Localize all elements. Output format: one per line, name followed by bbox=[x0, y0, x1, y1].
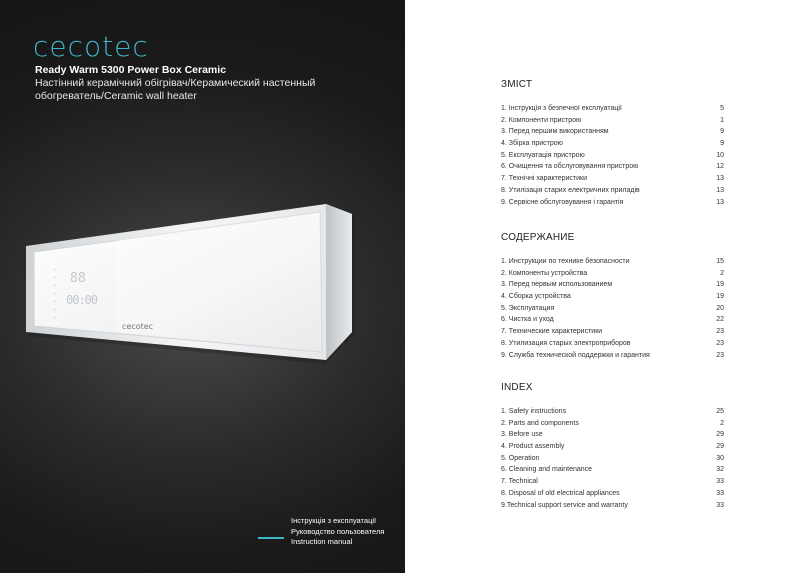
toc-entry-label: 9.Technical support service and warranty bbox=[501, 501, 628, 509]
toc-entry-page: 10 bbox=[716, 151, 724, 159]
toc-entry-label: 8. Disposal of old electrical appliances bbox=[501, 489, 620, 497]
toc-entry-page: 1 bbox=[720, 116, 724, 124]
heater-display-clock: 00:00 bbox=[66, 293, 98, 307]
manual-label-ru: Руководство пользователя bbox=[291, 526, 385, 536]
toc-entry-label: 7. Технічні характеристики bbox=[501, 175, 587, 183]
toc-entry[interactable] bbox=[501, 350, 724, 362]
product-subtitle-line1: Настінний керамічний обігрівач/Керамический настенный bbox=[35, 77, 316, 89]
toc-entry[interactable] bbox=[501, 185, 724, 197]
toc-title: INDEX bbox=[501, 382, 533, 393]
toc-section-en bbox=[501, 382, 724, 511]
toc-entry[interactable] bbox=[501, 303, 724, 315]
toc-entry-label: 9. Сервісне обслуговування і гарантія bbox=[501, 198, 624, 206]
toc-entry-label: 3. Before use bbox=[501, 431, 543, 439]
toc-entry[interactable] bbox=[501, 314, 724, 326]
toc-entry-label: 9. Служба технической поддержки и гарантия bbox=[501, 351, 650, 359]
toc-entry-page: 12 bbox=[716, 163, 724, 171]
toc-entry[interactable] bbox=[501, 173, 724, 185]
toc-entry[interactable] bbox=[501, 197, 724, 209]
toc-entry-page: 23 bbox=[716, 339, 724, 347]
toc-section-ru bbox=[501, 232, 724, 361]
toc-entry[interactable] bbox=[501, 161, 724, 173]
heater-display-panel bbox=[54, 266, 104, 328]
toc-entry[interactable] bbox=[501, 268, 724, 280]
toc-title: СОДЕРЖАНИЕ bbox=[501, 232, 575, 243]
toc-entry-label: 1. Інструкція з безпечної експлуатації bbox=[501, 105, 622, 112]
toc-entry[interactable] bbox=[501, 488, 724, 500]
toc-entry[interactable] bbox=[501, 429, 724, 441]
manual-languages bbox=[291, 516, 384, 548]
toc-entry-label: 6. Cleaning and maintenance bbox=[501, 466, 593, 474]
toc-entry[interactable] bbox=[501, 500, 724, 512]
toc-entry-label: 1. Safety instructions bbox=[501, 408, 566, 415]
toc-entry-label: 2. Parts and components bbox=[501, 419, 579, 427]
toc-entry-page: 5 bbox=[720, 105, 724, 112]
toc-entry[interactable] bbox=[501, 453, 724, 465]
toc-entry[interactable] bbox=[501, 326, 724, 338]
toc-entry[interactable] bbox=[501, 464, 724, 476]
toc-entry-label: 1. Инструкции по технике безопасности bbox=[501, 258, 630, 265]
toc-entry-page: 25 bbox=[716, 408, 724, 415]
toc-entry-page: 2 bbox=[720, 419, 724, 427]
toc-entry-page: 9 bbox=[720, 128, 724, 136]
toc-entry-label: 6. Чистка и уход bbox=[501, 316, 554, 324]
toc-entry[interactable] bbox=[501, 476, 724, 488]
heater-display-icons: ▪ ▪ ▪ ▪ ▪ ▪ ▪ bbox=[54, 267, 56, 321]
toc-entry-page: 22 bbox=[716, 316, 724, 324]
index-page bbox=[405, 0, 808, 573]
toc-entry-page: 20 bbox=[716, 304, 724, 312]
toc-entry-label: 7. Технические характеристики bbox=[501, 328, 603, 336]
toc-entry-label: 6. Очищення та обслуговування пристрою bbox=[501, 163, 639, 171]
manual-label-ua: Інструкція з експлуатації bbox=[291, 516, 377, 525]
toc-entry-label: 4. Збірка пристрою bbox=[501, 140, 563, 148]
toc-entry-page: 29 bbox=[716, 431, 724, 439]
toc-entry-page: 23 bbox=[716, 351, 724, 359]
toc-entry[interactable] bbox=[501, 338, 724, 350]
toc-entry-page: 33 bbox=[716, 489, 724, 497]
toc-entry[interactable] bbox=[501, 150, 724, 162]
toc-entry[interactable] bbox=[501, 256, 724, 268]
toc-entry-page: 29 bbox=[716, 443, 724, 451]
toc-entry-page: 2 bbox=[720, 269, 724, 277]
toc-entry-label: 5. Експлуатація пристрою bbox=[501, 151, 585, 159]
toc-entry[interactable] bbox=[501, 418, 724, 430]
product-name: Ready Warm 5300 Power Box Ceramic bbox=[35, 64, 227, 76]
toc-entry-label: 2. Компоненты устройства bbox=[501, 269, 588, 277]
toc-entry-page: 19 bbox=[716, 281, 724, 289]
toc-entry-label: 3. Перед першим використанням bbox=[501, 128, 609, 136]
toc-entry[interactable] bbox=[501, 103, 724, 115]
toc-entry-page: 15 bbox=[716, 258, 724, 265]
toc-entry[interactable] bbox=[501, 115, 724, 127]
toc-entry-label: 7. Technical bbox=[501, 478, 538, 486]
toc-entry[interactable] bbox=[501, 291, 724, 303]
heater-display-digits: 88 bbox=[70, 271, 86, 286]
toc-entry[interactable] bbox=[501, 441, 724, 453]
toc-entry-page: 33 bbox=[716, 478, 724, 486]
toc-entry-label: 5. Operation bbox=[501, 454, 540, 462]
product-heading bbox=[35, 64, 335, 103]
toc-entry[interactable] bbox=[501, 279, 724, 291]
toc-entry[interactable] bbox=[501, 138, 724, 150]
product-subtitle-line2: обогреватель/Ceramic wall heater bbox=[35, 90, 197, 102]
toc-entry[interactable] bbox=[501, 406, 724, 418]
toc-entry-label: 8. Утилизация старых электроприборов bbox=[501, 339, 631, 347]
toc-entry-page: 23 bbox=[716, 328, 724, 336]
toc-entry-label: 2. Компоненти пристрою bbox=[501, 116, 582, 124]
toc-entry-page: 13 bbox=[716, 175, 724, 183]
manual-label-en: Instruction manual bbox=[291, 537, 353, 546]
toc-section-ua bbox=[501, 79, 724, 208]
toc-entry-label: 3. Перед первым использованием bbox=[501, 281, 613, 289]
toc-entry-page: 13 bbox=[716, 186, 724, 194]
toc-entry-label: 8. Утилізація старих електричних приладів bbox=[501, 186, 640, 194]
toc-entry-label: 4. Сборка устройства bbox=[501, 293, 571, 301]
toc-entry-label: 4. Product assembly bbox=[501, 443, 565, 451]
toc-entry-page: 33 bbox=[716, 501, 724, 509]
toc-entry-page: 30 bbox=[716, 454, 724, 462]
toc-entry-label: 5. Эксплуатация bbox=[501, 304, 555, 312]
cecotec-logo: cecotec bbox=[33, 30, 149, 63]
toc-entry[interactable] bbox=[501, 126, 724, 138]
toc-entry-page: 32 bbox=[716, 466, 724, 474]
heater-brand-mark: cecotec bbox=[122, 322, 154, 331]
toc-entry-page: 13 bbox=[716, 198, 724, 206]
toc-title: ЗМІСТ bbox=[501, 79, 533, 90]
toc-entry-page: 9 bbox=[720, 140, 724, 148]
accent-line bbox=[258, 537, 284, 539]
toc-entry-page: 19 bbox=[716, 293, 724, 301]
